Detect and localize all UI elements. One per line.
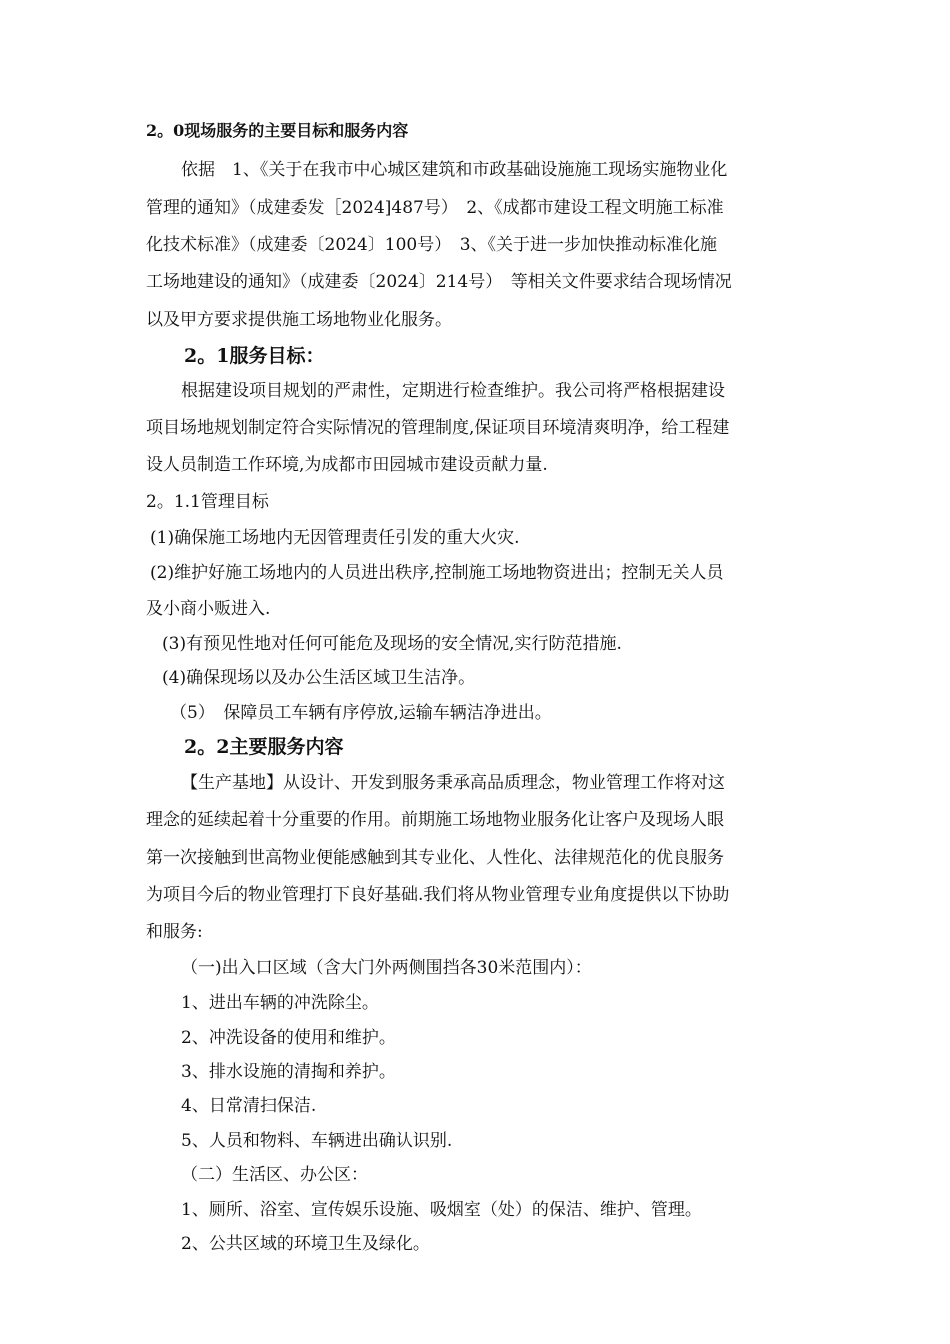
living-office-area-title: （二）生活区、办公区： [181,1165,368,1185]
goal-line: 根据建设项目规划的严肃性，定期进行检查维护。我公司将严格根据建设 [181,381,725,401]
basis-line: 依据 1、《关于在我市中心城区建筑和市政基础设施施工现场实施物业化 [181,160,728,180]
content-line: 第一次接触到世高物业便能感触到其专业化、人性化、法律规范化的优良服务 [146,848,724,868]
basis-line: 以及甲方要求提供施工场地物业化服务。 [146,310,452,330]
content-line: 和服务: [146,922,203,942]
content-line: 为项目今后的物业管理打下良好基础.我们将从物业管理专业角度提供以下协助 [146,885,730,905]
entrance-item: 5、人员和物料、车辆进出确认识别. [181,1131,453,1151]
goal-line: 项目场地规划制定符合实际情况的管理制度,保证项目环境清爽明净，给工程建 [146,418,730,438]
entrance-area-title: （一)出入口区域（含大门外两侧围挡各30米范围内）： [181,958,592,978]
section-heading-2-2: 2。2主要服务内容 [184,736,344,758]
subsection-heading-2-1-1: 2。1.1管理目标 [146,492,269,512]
entrance-item: 2、冲洗设备的使用和维护。 [181,1028,396,1048]
mgmt-item: (1)确保施工场地内无因管理责任引发的重大火灾. [150,528,520,548]
goal-line: 设人员制造工作环境,为成都市田园城市建设贡献力量. [146,455,548,475]
section-heading-2-0: 2。0现场服务的主要目标和服务内容 [146,121,409,140]
living-item: 1、厕所、浴室、宣传娱乐设施、吸烟室（处）的保洁、维护、管理。 [181,1200,702,1220]
content-line: 【生产基地】从设计、开发到服务秉承高品质理念，物业管理工作将对这 [181,773,725,793]
basis-line: 化技术标准》（成建委〔2024〕100号） 3、《关于进一步加快推动标准化施 [146,235,718,255]
mgmt-item: (4)确保现场以及办公生活区域卫生洁净。 [162,668,476,688]
basis-line: 工场地建设的通知》（成建委〔2024〕214号） 等相关文件要求结合现场情况 [146,272,732,292]
mgmt-item: 及小商小贩进入. [146,599,271,619]
basis-line: 管理的通知》（成建委发［2024]487号） 2、《成都市建设工程文明施工标准 [146,198,724,218]
mgmt-item: （5） 保障员工车辆有序停放,运输车辆洁净进出。 [170,703,552,723]
section-heading-2-1: 2。1服务目标： [184,345,325,367]
entrance-item: 3、排水设施的清掏和养护。 [181,1062,396,1082]
content-line: 理念的延续起着十分重要的作用。前期施工场地物业服务化让客户及现场人眼 [146,810,724,830]
mgmt-item: (3)有预见性地对任何可能危及现场的安全情况,实行防范措施. [162,634,622,654]
entrance-item: 1、进出车辆的冲洗除尘。 [181,993,379,1013]
mgmt-item: (2)维护好施工场地内的人员进出秩序,控制施工场地物资进出；控制无关人员 [150,563,724,583]
living-item: 2、公共区域的环境卫生及绿化。 [181,1234,430,1254]
entrance-item: 4、日常清扫保洁. [181,1096,317,1116]
